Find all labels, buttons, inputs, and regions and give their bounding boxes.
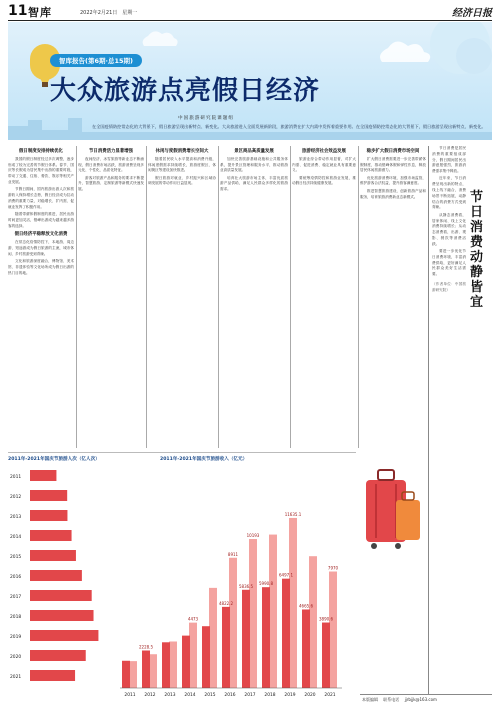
title-banner xyxy=(8,22,492,140)
data-label: 10193 xyxy=(246,533,260,539)
paragraph: 假日旅游对就业、乡村振兴和区域协调发展的带动作用日益显现。 xyxy=(148,175,216,186)
bar xyxy=(122,661,130,688)
footer-info xyxy=(362,697,437,703)
bar xyxy=(229,558,237,688)
y-tick-label: 2021 xyxy=(10,675,22,680)
data-label: 11635.1 xyxy=(284,511,302,517)
article-column xyxy=(8,146,74,448)
data-label: 4665.6 xyxy=(299,603,313,609)
data-label: 5836.5 xyxy=(239,583,253,589)
column-divider xyxy=(146,146,147,448)
bar xyxy=(30,610,94,621)
chart-area-rule xyxy=(8,452,356,453)
report-badge: 智库报告(第6期·总15期) xyxy=(50,54,142,67)
sidebar-column xyxy=(432,146,466,694)
data-label: 5990.8 xyxy=(259,581,273,587)
bar xyxy=(30,470,56,481)
column-divider xyxy=(290,146,291,448)
bar xyxy=(30,490,67,501)
article-column xyxy=(220,146,288,448)
paragraph: 节日消费是居民消费的重要组成部分，假日期间居民出游意愿强烈，旅游消费需求集中释放。 xyxy=(432,146,466,174)
editor-label: 本版编辑 xyxy=(362,697,378,702)
section-name: 智库 xyxy=(28,6,52,19)
paragraph: 旅游业综合带动作用显著，对扩大内需、促进消费、稳定就业具有重要意义。 xyxy=(292,156,356,173)
bar xyxy=(162,642,170,688)
x-tick-label: 2020 xyxy=(304,693,316,698)
data-label: 3890.6 xyxy=(319,616,333,622)
bar xyxy=(189,623,197,688)
bar xyxy=(302,609,310,688)
report-title: 大众旅游点亮假日经济 xyxy=(50,76,321,106)
bar xyxy=(329,572,337,688)
bar xyxy=(282,579,290,688)
suitcase-icon xyxy=(378,470,394,480)
y-tick-label: 2020 xyxy=(10,655,22,660)
paragraph: 培育壮大旅游市场主体，丰富优质旅游产品供给，满足人民群众多样化的旅游需求。 xyxy=(220,175,288,192)
bar xyxy=(182,636,190,688)
tourist-trips-bar-chart xyxy=(8,464,108,704)
bar xyxy=(142,650,150,688)
paragraph: 随着带薪休假制度的推进，居民出游时间更加灵活，错峰出游成为越来越多游客的选择。 xyxy=(8,211,74,228)
bar xyxy=(30,550,76,561)
report-lead: 在全国疫情防控常态化的大背景下，假日旅游呈现出新特点、新变化。大众旅游进入全面发展新阶段，旅游消费在扩大内需中发挥着重要作用。在全国疫情防控常态化的大背景下，假日旅游呈现出新特点、新变化。 xyxy=(92,124,486,129)
masthead-logo: 经济日报 xyxy=(452,8,492,19)
x-tick-label: 2016 xyxy=(224,693,236,698)
suitcase-icon xyxy=(371,543,377,549)
x-tick-label: 2012 xyxy=(144,693,156,698)
paragraph: 从静态消费看，居家休闲、线上文化消费持续增长；从动态消费看，出游、观影、餐饮等消费活跃。 xyxy=(432,212,466,246)
y-tick-label: 2016 xyxy=(10,575,22,580)
article-column xyxy=(78,146,144,448)
data-label: 2228.5 xyxy=(139,644,153,650)
x-tick-label: 2011 xyxy=(124,693,136,698)
paragraph: 在常态化疫情防控下，本地游、周边游、短途游成为假日旅游的主流，城市休闲、乡村旅游受到青睐。 xyxy=(8,240,74,256)
email-link[interactable]: jjrbjjk@163.com xyxy=(404,697,437,702)
section-heading: 休闲与度假消费增长空间大 xyxy=(155,149,209,154)
cloud-icon xyxy=(380,41,430,62)
paragraph: 要进一步优化节日消费环境，丰富消费供给，更好满足人民群众美好生活需要。 xyxy=(432,249,466,277)
issue-date: 2022年2月21日 星期一 xyxy=(80,10,138,16)
x-tick-label: 2019 xyxy=(284,693,296,698)
y-tick-label: 2011 xyxy=(10,475,22,480)
y-tick-label: 2019 xyxy=(10,635,22,640)
tourism-revenue-bar-chart xyxy=(108,464,356,704)
footer-rule xyxy=(360,694,492,695)
paragraph: 游客对旅游产品和服务的要求不断提升，智慧旅游、定制旅游等新模式快速发展。 xyxy=(78,175,144,192)
paragraph: 要统筹疫情防控和旅游业发展，推动假日经济持续健康发展。 xyxy=(292,175,356,186)
balloon-icon xyxy=(42,82,48,87)
section-heading: 旅游经济社会效益发展 xyxy=(302,149,346,154)
column-divider xyxy=(218,146,219,448)
data-label: 4473 xyxy=(187,616,199,622)
bar xyxy=(322,623,330,688)
report-byline: 中国旅游研究院课题组 xyxy=(178,116,234,121)
column-divider xyxy=(428,146,429,694)
y-tick-label: 2015 xyxy=(10,555,22,560)
bar xyxy=(30,530,72,541)
page-header xyxy=(8,4,492,20)
x-tick-label: 2014 xyxy=(184,693,196,698)
bar xyxy=(30,670,75,681)
bar xyxy=(309,556,317,688)
paragraph: 文化和旅游深度融合，博物馆、美术馆、非遗体验等文化场所成为假日出游的热门目的地。 xyxy=(8,259,74,275)
bar xyxy=(30,630,98,641)
page-number: 11 xyxy=(8,3,28,19)
bar xyxy=(209,588,217,688)
suitcase-icon xyxy=(396,500,420,540)
chart-title: 2011年-2021年国庆节旅游人次（亿人次） xyxy=(8,457,100,462)
section-heading: 假日制度安排持续优化 xyxy=(19,149,63,154)
paragraph: 扩大假日消费需要进一步完善带薪休假制度，推动错峰休假和弹性作息，释放居民休闲旅游潜力。 xyxy=(360,156,426,173)
paragraph: 夜间经济、冰雪旅游等新业态不断涌现，假日消费市场活跃，旅游消费呈现多元化、个性化、品质化特征。 xyxy=(78,156,144,173)
paragraph: 优化旅游消费环境，加强市场监管，维护游客合法权益，提升游客满意度。 xyxy=(360,175,426,186)
paragraph: 我国的假日制度经过多次调整，逐步形成了较为完善的节假日体系。春节、国庆等长假成为居民集中出游的重要时段，带动了交通、住宿、餐饮、娱乐等相关产业发展。 xyxy=(8,156,74,184)
data-label: 6497.1 xyxy=(279,572,293,578)
sidebar-title: 节日消费动静皆宜 xyxy=(470,190,484,310)
paragraph: 随着居民收入水平提高和消费升级，休闲度假需求持续增长，旅游度假区、休闲街区等建设加快推进。 xyxy=(148,156,216,173)
bar xyxy=(262,587,270,688)
y-tick-label: 2014 xyxy=(10,535,22,540)
paragraph: 推进智慧旅游建设，创新旅游产品和服务，培育旅游消费新业态新模式。 xyxy=(360,188,426,199)
cloud-icon xyxy=(143,31,178,46)
y-tick-label: 2017 xyxy=(10,595,22,600)
paragraph: 近年来，节日消费呈现出新的特点，线上线下融合，消费场景不断拓展，动静结合的消费方式受到青睐。 xyxy=(432,176,466,210)
header-rule xyxy=(8,20,492,21)
y-tick-label: 2018 xyxy=(10,615,22,620)
bar xyxy=(149,654,157,688)
x-tick-label: 2021 xyxy=(324,693,336,698)
section-heading: 景区商品高质量发展 xyxy=(234,149,274,154)
article-column xyxy=(292,146,356,386)
column-divider xyxy=(76,146,77,448)
contact-label: 联系电话 xyxy=(383,697,400,702)
bar xyxy=(222,607,230,688)
x-tick-label: 2013 xyxy=(164,693,176,698)
footnote: （作者单位：中国旅游研究院） xyxy=(432,282,466,292)
section-heading: 节日消费活力显著增强 xyxy=(89,149,133,154)
x-tick-label: 2017 xyxy=(244,693,256,698)
bar xyxy=(249,539,257,688)
bar xyxy=(202,626,210,688)
data-label: 4822.2 xyxy=(219,600,233,606)
bar xyxy=(242,590,250,688)
bar xyxy=(30,590,92,601)
y-tick-label: 2012 xyxy=(10,495,22,500)
chart-title: 2011年-2021年国庆节旅游收入（亿元） xyxy=(160,457,248,462)
bar xyxy=(30,570,82,581)
section-heading: 假日经济平稳释放文化消费 xyxy=(14,232,68,238)
article-column xyxy=(148,146,216,448)
paragraph: 节假日期间，国内旅游出游人次和旅游收入保持增长态势，假日经济成为拉动消费的重要力量，对稳增长、扩内需、促就业发挥了积极作用。 xyxy=(8,187,74,209)
bar xyxy=(30,510,67,521)
bar xyxy=(269,535,277,688)
bar xyxy=(169,641,177,688)
banner-circle-decoration xyxy=(456,38,492,74)
data-label: 7970 xyxy=(327,565,339,571)
suitcase-icon xyxy=(395,543,401,549)
data-label: 8911 xyxy=(227,551,239,557)
luggage-illustration xyxy=(358,388,428,578)
bar xyxy=(289,518,297,688)
bar xyxy=(30,650,86,661)
section-heading: 稳步扩大假日消费市场空间 xyxy=(366,149,420,154)
paragraph: 加快完善旅游基础设施和公共服务体系，提升景区管理和服务水平，推动旅游业高质量发展。 xyxy=(220,156,288,173)
x-tick-label: 2015 xyxy=(204,693,216,698)
x-tick-label: 2018 xyxy=(264,693,276,698)
y-tick-label: 2013 xyxy=(10,515,22,520)
bar xyxy=(129,661,137,688)
